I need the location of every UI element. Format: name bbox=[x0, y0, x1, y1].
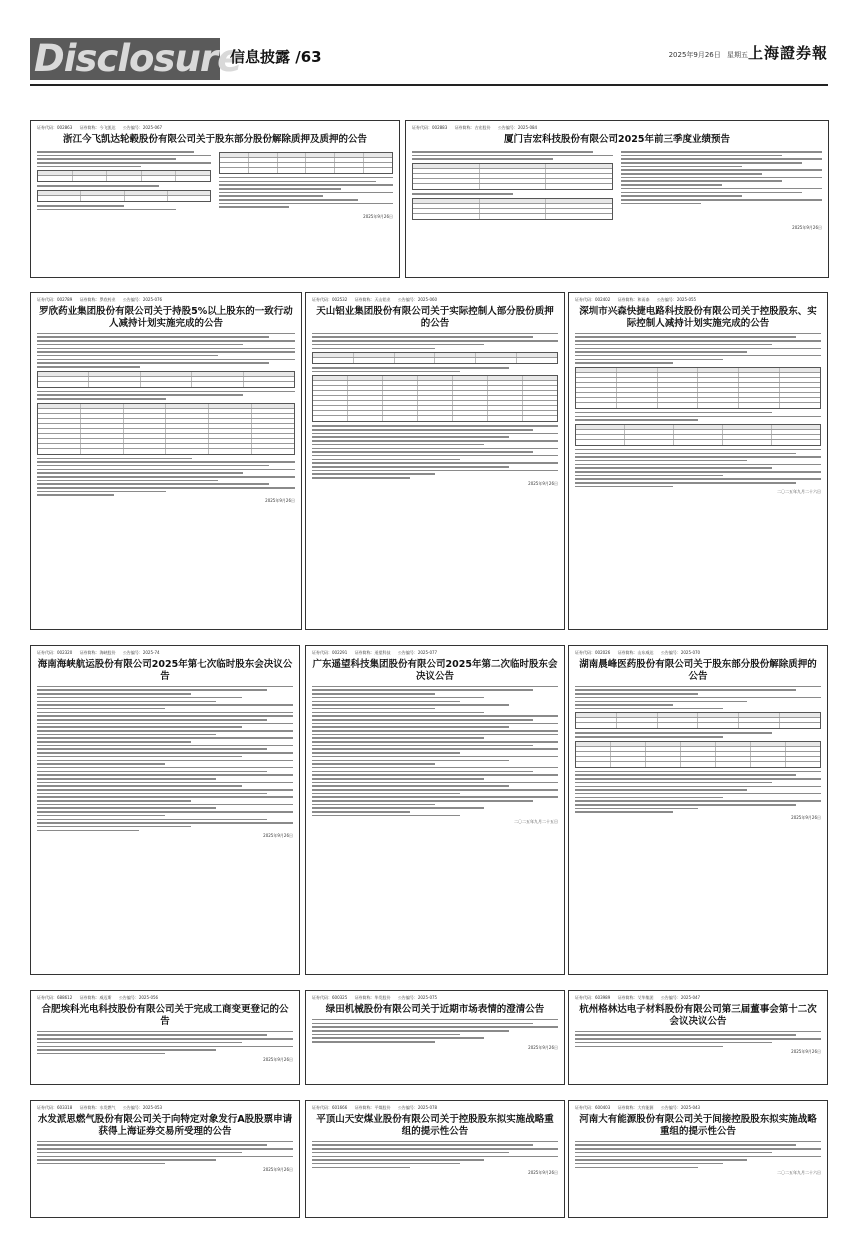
notice-title: 广东遥望科技集团股份有限公司2025年第二次临时股东会决议公告 bbox=[312, 659, 558, 682]
notice-number: 公告编号：2025-078 bbox=[397, 1105, 438, 1110]
notice-abbr: 证券简称：罗欣药业 bbox=[79, 297, 116, 302]
notice-abbr: 证券简称：和而泰 bbox=[617, 297, 650, 302]
notice-number: 公告编号：2025-076 bbox=[122, 297, 163, 302]
notice-title: 平顶山天安煤业股份有限公司关于控股股东拟实施战略重组的提示性公告 bbox=[316, 1114, 554, 1137]
notice-date: 2025年9月26日 bbox=[528, 1044, 558, 1050]
notice-date: 2025年9月26日 bbox=[792, 224, 822, 230]
notice-13 bbox=[568, 1100, 828, 1218]
pledge-table bbox=[37, 170, 211, 182]
notice-code: 证券代码：002532 bbox=[312, 297, 348, 302]
notice-title: 湖南晨峰医药股份有限公司关于股东部分股份解除质押的公告 bbox=[579, 659, 817, 682]
notice-9 bbox=[305, 990, 565, 1085]
notice-1 bbox=[405, 120, 829, 278]
header-divider bbox=[30, 84, 828, 86]
notice-code: 证券代码：688612 bbox=[37, 995, 73, 1000]
notice-number: 公告编号：2025-047 bbox=[660, 995, 701, 1000]
notice-10 bbox=[568, 990, 828, 1085]
pledge-table bbox=[312, 352, 558, 364]
notice-4 bbox=[568, 292, 828, 630]
notice-date: 2025年9月26日 bbox=[263, 1166, 293, 1172]
notice-title: 深圳市兴森快捷电路科技股份有限公司关于控股股东、实际控制人减持计划实施完成的公告 bbox=[579, 306, 817, 329]
issue-date-line bbox=[665, 50, 748, 60]
notice-title: 杭州格林达电子材料股份有限公司第三届董事会第十二次会议决议公告 bbox=[579, 1004, 817, 1027]
notice-0 bbox=[30, 120, 400, 278]
notice-code: 证券代码：601666 bbox=[312, 1105, 348, 1110]
notice-abbr: 证券简称：大有能源 bbox=[617, 1105, 654, 1110]
notice-code: 证券代码：002402 bbox=[575, 297, 611, 302]
notice-abbr: 证券简称：艾华集团 bbox=[617, 995, 654, 1000]
issue-weekday: 星期五 bbox=[727, 51, 748, 59]
notice-date: 2025年9月26日 bbox=[263, 833, 293, 839]
notice-title: 厦门吉宏科技股份有限公司2025年前三季度业绩预告 bbox=[504, 134, 730, 145]
forecast-table bbox=[412, 163, 613, 190]
notice-title: 天山铝业集团股份有限公司关于实际控制人部分股份质押的公告 bbox=[316, 306, 554, 329]
notice-number: 公告编号：2025-070 bbox=[660, 650, 701, 655]
notice-date: 二〇二五年九月二十五日 bbox=[514, 818, 558, 824]
notice-code: 证券代码：002320 bbox=[37, 650, 73, 655]
notice-code: 证券代码：002883 bbox=[412, 125, 448, 130]
notice-abbr: 证券简称：山东威达 bbox=[617, 650, 654, 655]
notice-number: 公告编号：2025-060 bbox=[397, 297, 438, 302]
reduction-table bbox=[37, 371, 295, 388]
notice-date: 二〇二五年九月二十六日 bbox=[777, 1170, 821, 1176]
notice-abbr: 证券简称：水发燃气 bbox=[79, 1105, 116, 1110]
notice-code: 证券代码：002863 bbox=[37, 125, 73, 130]
notice-date: 2025年9月26日 bbox=[528, 480, 558, 486]
notice-7 bbox=[568, 645, 828, 975]
notice-abbr: 证券简称：天山铝业 bbox=[354, 297, 391, 302]
notice-date: 2025年9月26日 bbox=[528, 1170, 558, 1176]
notice-code: 证券代码：603318 bbox=[37, 1105, 73, 1110]
notice-3 bbox=[305, 292, 565, 630]
notice-number: 公告编号：2025-056 bbox=[118, 995, 159, 1000]
notice-5 bbox=[30, 645, 300, 975]
notice-abbr: 证券简称：今飞凯达 bbox=[79, 125, 116, 130]
issue-date: 2025年9月26日 bbox=[668, 51, 721, 59]
notice-date: 2025年9月26日 bbox=[791, 815, 821, 820]
page-header bbox=[30, 38, 828, 82]
notice-title: 浙江今飞凯达轮毂股份有限公司关于股东部分股份解除质押及质押的公告 bbox=[62, 134, 367, 145]
notice-number: 公告编号：2025-053 bbox=[122, 1105, 163, 1110]
notice-abbr: 证券简称：吉宏股份 bbox=[454, 125, 491, 130]
notice-number: 公告编号：2025-084 bbox=[497, 125, 538, 130]
notice-code: 证券代码：002026 bbox=[575, 650, 611, 655]
notice-abbr: 证券简称：遥望科技 bbox=[354, 650, 391, 655]
notice-code: 证券代码：600325 bbox=[312, 995, 348, 1000]
notice-code: 证券代码：002789 bbox=[37, 297, 73, 302]
notice-abbr: 证券简称：威迈斯 bbox=[79, 995, 112, 1000]
notice-11 bbox=[30, 1100, 300, 1218]
notice-number: 公告编号：2025-74 bbox=[122, 650, 160, 655]
notice-code: 证券代码：600403 bbox=[575, 1105, 611, 1110]
notice-title: 罗欣药业集团股份有限公司关于持股5%以上股东的一致行动人减持计划实施完成的公告 bbox=[39, 306, 293, 329]
notice-title: 海南海峡航运股份有限公司2025年第七次临时股东会决议公告 bbox=[37, 659, 293, 682]
notice-code: 证券代码：002291 bbox=[312, 650, 348, 655]
notice-2 bbox=[30, 292, 302, 630]
notice-number: 公告编号：2025-077 bbox=[397, 650, 438, 655]
notice-date: 二〇二五年九月二十六日 bbox=[777, 489, 821, 495]
reduction-table bbox=[575, 367, 821, 409]
notice-12 bbox=[305, 1100, 565, 1218]
section-title: 信息披露 /63 bbox=[230, 48, 322, 66]
notice-abbr: 证券简称：平煤股份 bbox=[354, 1105, 391, 1110]
notice-title: 水发派思燃气股份有限公司关于向特定对象发行A股股票申请获得上海证券交易所受理的公告 bbox=[37, 1114, 293, 1137]
disclosure-logo: Disclosure bbox=[30, 38, 220, 80]
notice-title: 绿田机械股份有限公司关于近期市场表情的澄清公告 bbox=[325, 1004, 545, 1015]
notice-number: 公告编号：2025-055 bbox=[656, 297, 697, 302]
notice-date: 2025年9月26日 bbox=[791, 1049, 821, 1055]
newspaper-name: 上海證券報 bbox=[747, 44, 828, 62]
notice-abbr: 证券简称：华发股份 bbox=[354, 995, 391, 1000]
notice-number: 公告编号：2025-043 bbox=[660, 1105, 701, 1110]
notice-date: 2025年9月26日 bbox=[263, 1056, 293, 1062]
release-table bbox=[575, 712, 821, 729]
notice-code: 证券代码：603989 bbox=[575, 995, 611, 1000]
notice-number: 公告编号：2025-075 bbox=[397, 995, 438, 1000]
notice-date: 2025年9月26日 bbox=[363, 214, 393, 220]
notice-title: 合肥埃科光电科技股份有限公司关于完成工商变更登记的公告 bbox=[41, 1004, 289, 1027]
notice-8 bbox=[30, 990, 300, 1085]
notice-number: 公告编号：2025-067 bbox=[122, 125, 163, 130]
notice-date: 2025年9月26日 bbox=[265, 498, 295, 504]
notice-6 bbox=[305, 645, 565, 975]
notice-title: 河南大有能源股份有限公司关于间接控股股东拟实施战略重组的提示性公告 bbox=[579, 1114, 817, 1137]
notice-abbr: 证券简称：海峡股份 bbox=[79, 650, 116, 655]
